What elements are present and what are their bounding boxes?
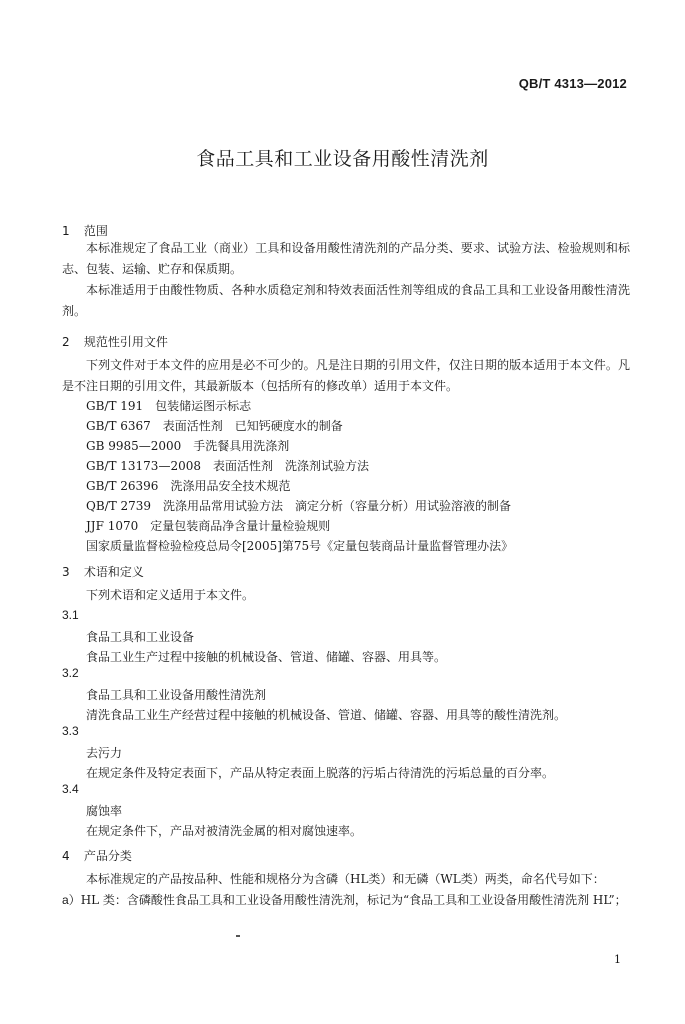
section-title: 规范性引用文件 bbox=[83, 335, 168, 349]
scan-mark bbox=[236, 935, 240, 937]
standard-code: QB/T 4313—2012 bbox=[518, 76, 627, 91]
reference-item: GB/T 26396 洗涤用品安全技术规范 bbox=[86, 479, 291, 493]
section-title: 范围 bbox=[83, 224, 108, 238]
scope-paragraph-2: 本标准适用于由酸性物质、各种水质稳定剂和特效表面活性剂等组成的食品工具和工业设备用酸性清洗剂。 bbox=[62, 283, 630, 318]
term-definition: 在规定条件及特定表面下，产品从特定表面上脱落的污垢占待清洗的污垢总量的百分率。 bbox=[86, 766, 555, 780]
term-number: 3.2 bbox=[62, 666, 79, 680]
reference-item: GB/T 6367 表面活性剂 已知钙硬度水的制备 bbox=[86, 419, 343, 433]
term-definition: 食品工业生产过程中接触的机械设备、管道、储罐、容器、用具等。 bbox=[86, 650, 447, 664]
term-number: 3.4 bbox=[62, 782, 79, 796]
classification-intro: 本标准规定的产品按品种、性能和规格分为含磷（HL类）和无磷（WL类）两类，命名代号如下： bbox=[86, 872, 605, 886]
reference-item: QB/T 2739 洗涤用品常用试验方法 滴定分析（容量分析）用试验溶液的制备 bbox=[86, 499, 512, 513]
scope-paragraph-1: 本标准规定了食品工业（商业）工具和设备用酸性清洗剂的产品分类、要求、试验方法、检验规则和标志、包装、运输、贮存和保质期。 bbox=[62, 241, 630, 276]
classification-item-a bbox=[62, 890, 630, 911]
section-number: 4 bbox=[62, 849, 70, 863]
document-title: 食品工具和工业设备用酸性清洗剂 bbox=[196, 148, 489, 170]
references-intro: 下列文件对于本文件的应用是必不可少的。凡是注日期的引用文件，仅注日期的版本适用于本文件。凡是不注日期的引用文件，其最新版本（包括所有的修改单）适用于本文件。 bbox=[62, 358, 630, 393]
section-number: 3 bbox=[62, 565, 70, 579]
term-definition: 在规定条件下，产品对被清洗金属的相对腐蚀速率。 bbox=[86, 824, 363, 838]
section-heading-1 bbox=[62, 222, 108, 239]
term-number: 3.3 bbox=[62, 724, 79, 738]
reference-item: GB/T 13173—2008 表面活性剂 洗涤剂试验方法 bbox=[86, 459, 369, 473]
term-name: 去污力 bbox=[86, 746, 123, 760]
term-name: 腐蚀率 bbox=[86, 804, 123, 818]
section-heading-4 bbox=[62, 847, 132, 864]
page-number: 1 bbox=[614, 953, 621, 966]
section-title: 术语和定义 bbox=[83, 565, 144, 579]
term-name: 食品工具和工业设备 bbox=[86, 630, 195, 644]
section-title: 产品分类 bbox=[83, 849, 132, 863]
terms-intro: 下列术语和定义适用于本文件。 bbox=[86, 588, 255, 602]
section-number: 2 bbox=[62, 335, 70, 349]
reference-item: GB 9985—2000 手洗餐具用洗涤剂 bbox=[86, 439, 290, 453]
reference-item: 国家质量监督检验检疫总局令[2005]第75号《定量包装商品计量监督管理办法》 bbox=[86, 539, 514, 553]
section-number: 1 bbox=[62, 224, 70, 238]
section-heading-3 bbox=[62, 563, 144, 580]
section-heading-2 bbox=[62, 333, 168, 350]
reference-item: GB/T 191 包装储运图示标志 bbox=[86, 399, 252, 413]
term-definition: 清洗食品工业生产经营过程中接触的机械设备、管道、储罐、容器、用具等的酸性清洗剂。 bbox=[86, 708, 567, 722]
term-name: 食品工具和工业设备用酸性清洗剂 bbox=[86, 688, 267, 702]
term-number: 3.1 bbox=[62, 608, 79, 622]
reference-item: JJF 1070 定量包装商品净含量计量检验规则 bbox=[86, 519, 331, 533]
list-text: HL 类：含磷酸性食品工具和工业设备用酸性清洗剂，标记为“食品工具和工业设备用酸性清洗剂 HL”； bbox=[80, 893, 627, 907]
list-label: a） bbox=[62, 893, 81, 907]
